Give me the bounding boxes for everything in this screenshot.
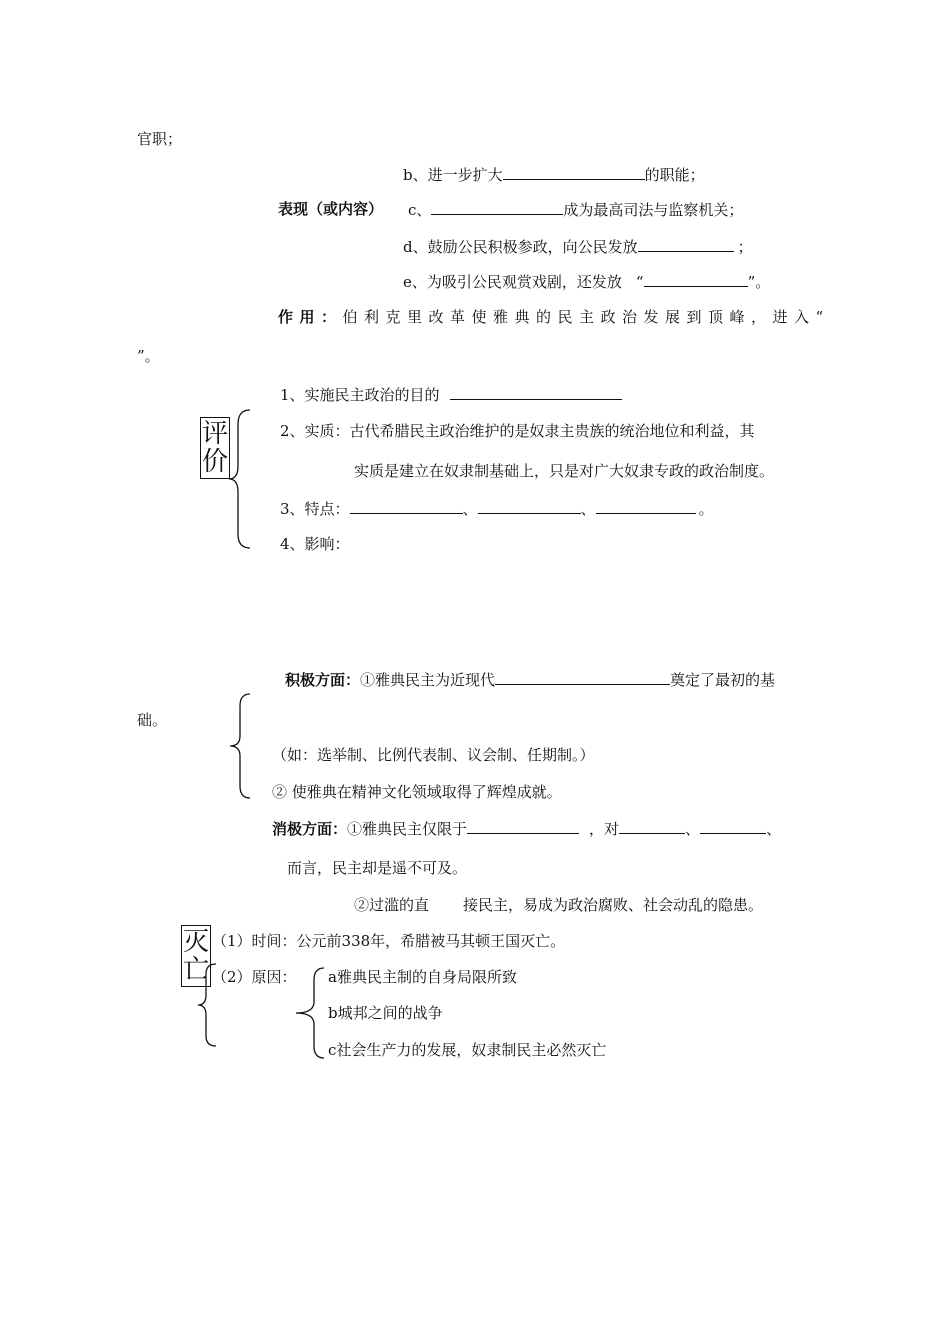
negative-sep-2: 、 — [766, 820, 782, 838]
item-d-end: ； — [737, 238, 753, 256]
item-e-open: “ — [635, 273, 644, 291]
eval-item-2-line2: 实质是建立在奴隶制基础上，只是对广大奴隶专政的政治制度。 — [354, 462, 775, 480]
influence-brace — [226, 692, 256, 800]
positive-example: （如：选举制、比例代表制、议会制、任期制。） — [272, 746, 595, 764]
eval-item-2-line1: 2、实质：古代希腊民主政治维护的是奴隶主贵族的统治地位和利益，其 — [280, 422, 755, 440]
fall-reason-c: c社会生产力的发展，奴隶制民主必然灭亡 — [328, 1041, 607, 1059]
label-content: 表现（或内容） — [278, 200, 384, 218]
effect-end: ”。 — [137, 347, 160, 365]
positive-1-suffix: 奠定了最初的基 — [670, 671, 776, 689]
blank-b[interactable] — [503, 164, 645, 180]
eval-item-1 — [280, 384, 622, 405]
blank-negative-1[interactable] — [467, 818, 579, 834]
positive-2: ② 使雅典在精神文化领域取得了辉煌成就。 — [272, 783, 562, 801]
effect-line — [278, 307, 830, 327]
eval-item-4: 4、影响： — [280, 535, 350, 553]
item-c-suffix: 成为最高司法与监察机关； — [563, 201, 744, 219]
item-c — [408, 199, 743, 220]
blank-e[interactable] — [644, 271, 748, 287]
item-d — [403, 236, 753, 257]
item-e — [403, 271, 770, 292]
fall-reason-label: （2）原因： — [212, 968, 297, 986]
eval-sep-1: 、 — [462, 500, 478, 518]
blank-eval-3c[interactable] — [596, 498, 696, 514]
negative-2-a: ②过滥的直 — [354, 896, 430, 914]
evaluation-badge: 评价 — [201, 419, 228, 477]
blank-negative-2[interactable] — [619, 818, 685, 834]
effect-label: 作用： — [278, 308, 343, 326]
positive-label: 积极方面： — [285, 671, 361, 689]
eval-sep-2: 、 — [580, 500, 596, 518]
reason-brace — [292, 966, 328, 1060]
negative-sep-1: 、 — [685, 820, 701, 838]
item-c-prefix: c、 — [408, 201, 432, 219]
negative-2 — [354, 895, 763, 915]
blank-eval-3b[interactable] — [478, 498, 581, 514]
eval-item-3 — [280, 498, 714, 519]
fall-reason-a: a雅典民主制的自身局限所致 — [328, 968, 517, 986]
fall-badge: 灭亡 — [182, 927, 209, 985]
item-e-close: ”。 — [747, 273, 771, 291]
blank-positive-1[interactable] — [495, 669, 670, 685]
eval-item-3-prefix: 3、特点： — [280, 500, 350, 518]
negative-line-1 — [272, 818, 781, 839]
item-b-prefix: b、进一步扩大 — [403, 166, 503, 184]
positive-1-prefix: ①雅典民主为近现代 — [360, 671, 496, 689]
line-officials: 官职； — [137, 130, 183, 148]
eval-item-3-end: 。 — [698, 500, 714, 518]
fall-reason-b: b城邦之间的战争 — [328, 1004, 443, 1022]
evaluation-brace — [226, 408, 256, 550]
positive-line-1 — [285, 669, 775, 690]
negative-1-comma: ，对 — [589, 820, 620, 838]
positive-1-cont: 础。 — [137, 711, 168, 729]
fall-time: （1）时间：公元前338年，希腊被马其顿王国灭亡。 — [212, 932, 566, 950]
item-b-suffix: 的职能； — [644, 166, 705, 184]
eval-item-1-text: 1、实施民主政治的目的 — [280, 386, 440, 404]
effect-text: 伯利克里改革使雅典的民主政治发展到顶峰，进入“ — [342, 308, 830, 326]
blank-d[interactable] — [638, 236, 734, 252]
item-b — [403, 164, 705, 185]
blank-c[interactable] — [431, 199, 563, 215]
blank-eval-3a[interactable] — [350, 498, 463, 514]
negative-2-b: 接民主，易成为政治腐败、社会动乱的隐患。 — [463, 896, 764, 914]
blank-negative-3[interactable] — [700, 818, 766, 834]
negative-1-cont: 而言，民主却是遥不可及。 — [287, 859, 468, 877]
negative-label: 消极方面： — [272, 820, 348, 838]
item-e-text: e、为吸引公民观赏戏剧，还发放 — [403, 273, 622, 291]
blank-eval-1[interactable] — [450, 384, 622, 400]
negative-1-prefix: ①雅典民主仅限于 — [347, 820, 468, 838]
item-d-text: d、鼓励公民积极参政，向公民发放 — [403, 238, 638, 256]
